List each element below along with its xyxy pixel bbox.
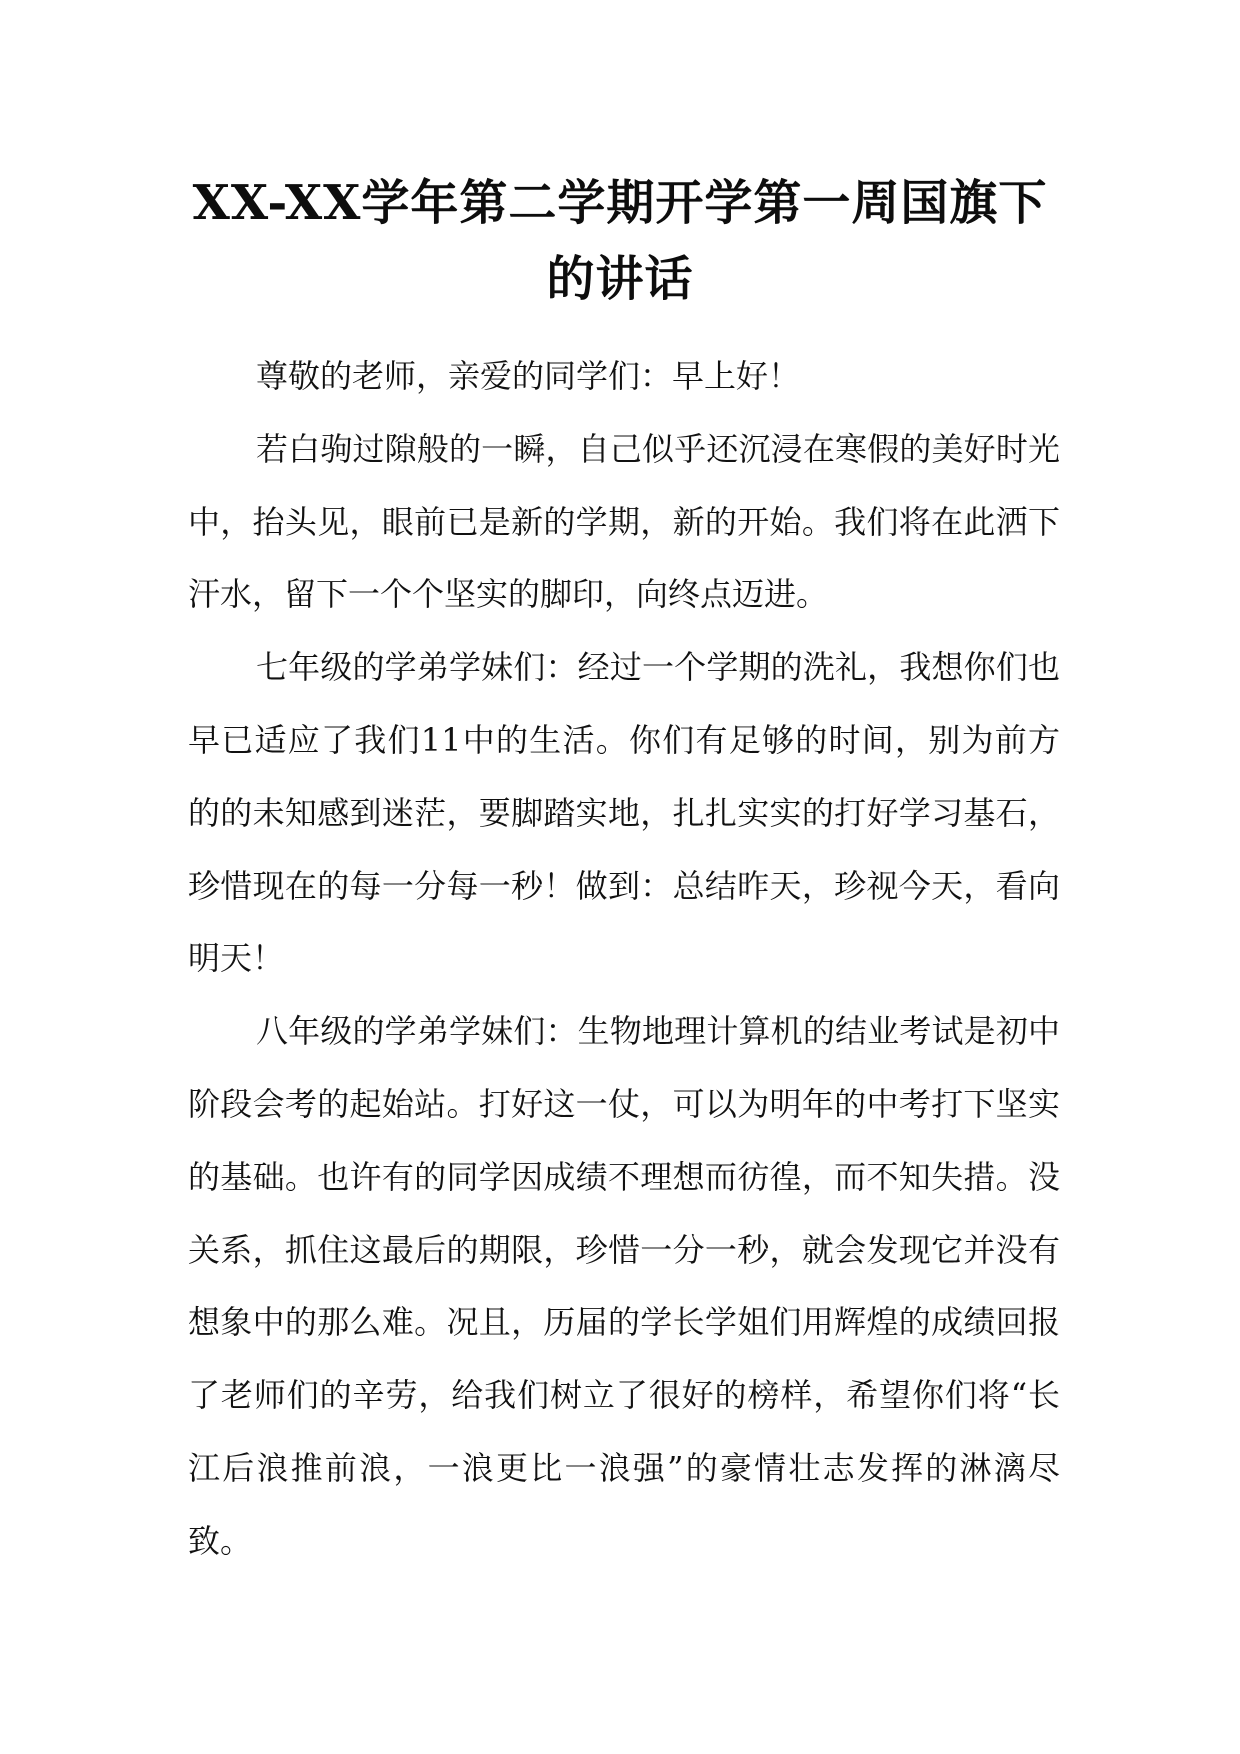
greeting-paragraph: 尊敬的老师，亲爱的同学们：早上好！ <box>256 357 801 395</box>
grade-eight-paragraph: 八年级的学弟学妹们：生物地理计算机的结业考试是初中阶段会考的起始站。打好这一仗，可以为明年的中考打下坚实的基础。也许有的同学因成绩不理想而彷徨，而不知失措。没关系，抓住这最后的期限，珍惜一分一秒，就会发现它并没有想象中的那么难。况且，历届的学长学姐们用辉煌的成绩回报了老师们的辛劳，给我们树立了很好的榜样，希望你们将“长江后浪推前浪，一浪更比一浪强”的豪情壮志发挥的淋漓尽致。 <box>188 1012 1060 1560</box>
document-body <box>188 340 1060 1578</box>
intro-paragraph: 若白驹过隙般的一瞬，自己似乎还沉浸在寒假的美好时光中，抬头见，眼前已是新的学期，新的开始。我们将在此洒下汗水，留下一个个坚实的脚印，向终点迈进。 <box>188 429 1060 614</box>
title-line-1: XX-XX学年第二学期开学第一周国旗下 <box>192 175 1048 231</box>
title-line-2: 的讲话 <box>546 251 694 307</box>
grade-seven-paragraph: 七年级的学弟学妹们：经过一个学期的洗礼，我想你们也早已适应了我们11中的生活。你们有足够的时间，别为前方的的未知感到迷茫，要脚踏实地，扎扎实实的打好学习基石，珍惜现在的每一分每一秒！做到：总结昨天，珍视今天，看向明天！ <box>188 648 1060 978</box>
document-title <box>150 165 1090 317</box>
